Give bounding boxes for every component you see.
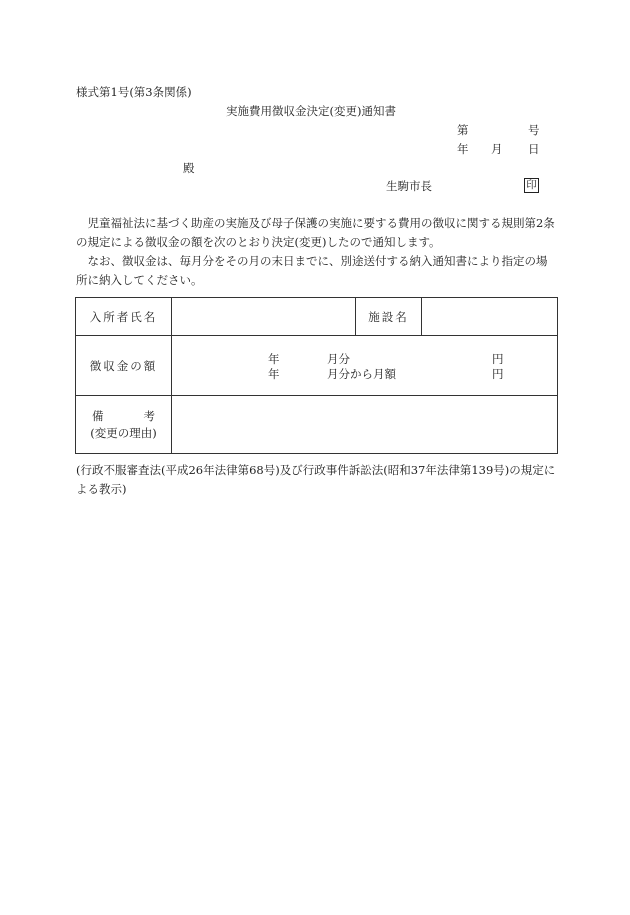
paragraph-1: 児童福祉法に基づく助産の実施及び母子保護の実施に要する費用の徴収に関する規則第2条の規定による徴収金の額を次のとおり決定(変更)したので通知します。	[76, 216, 555, 249]
document-title: 実施費用徴収金決定(変更)通知書	[226, 104, 396, 118]
paragraph-2: なお、徴収金は、毎月分をその月の末日までに、別途送付する納入通知書により指定の場所に納入してください。	[76, 254, 548, 287]
amount-line2-yen: 円	[492, 366, 504, 381]
seal-mark	[524, 178, 539, 193]
resident-name-label: 入所者氏名	[76, 298, 172, 336]
date-month: 月	[491, 142, 503, 156]
number-gou: 号	[528, 123, 540, 137]
legal-instruction: (行政不服審査法(平成26年法律第68号)及び行政事件訴訟法(昭和37年法律第139号)の規定による教示)	[76, 463, 556, 496]
amount-line2-month: 月分から月額	[327, 366, 396, 381]
number-dai: 第	[457, 123, 469, 137]
date-day: 日	[528, 142, 540, 156]
table-row-amount	[76, 336, 558, 396]
amount-label: 徴収金の額	[76, 336, 172, 396]
remarks-label-cell	[76, 396, 195, 454]
remarks-label: 備考	[92, 408, 195, 423]
notice-table	[75, 297, 558, 454]
table-row-name	[76, 298, 558, 336]
facility-label: 施設名	[356, 298, 422, 336]
resident-name-field	[172, 298, 356, 336]
amount-line2-year: 年	[268, 366, 280, 381]
addressee-honorific: 殿	[183, 161, 195, 175]
remarks-sub-label: (変更の理由)	[90, 425, 157, 440]
amount-line1-year: 年	[268, 351, 280, 366]
amount-line-2	[172, 366, 557, 381]
table-row-remarks	[76, 396, 558, 454]
seal-text: 印	[524, 178, 539, 193]
amount-line1-yen: 円	[492, 351, 504, 366]
date-year: 年	[457, 142, 469, 156]
remarks-field	[172, 396, 558, 454]
amount-field	[172, 336, 558, 396]
issuer-name: 生駒市長	[386, 179, 432, 193]
amount-line1-month: 月分	[327, 351, 350, 366]
form-number: 様式第1号(第3条関係)	[76, 85, 192, 99]
amount-line-1	[172, 351, 557, 366]
facility-field	[422, 298, 558, 336]
